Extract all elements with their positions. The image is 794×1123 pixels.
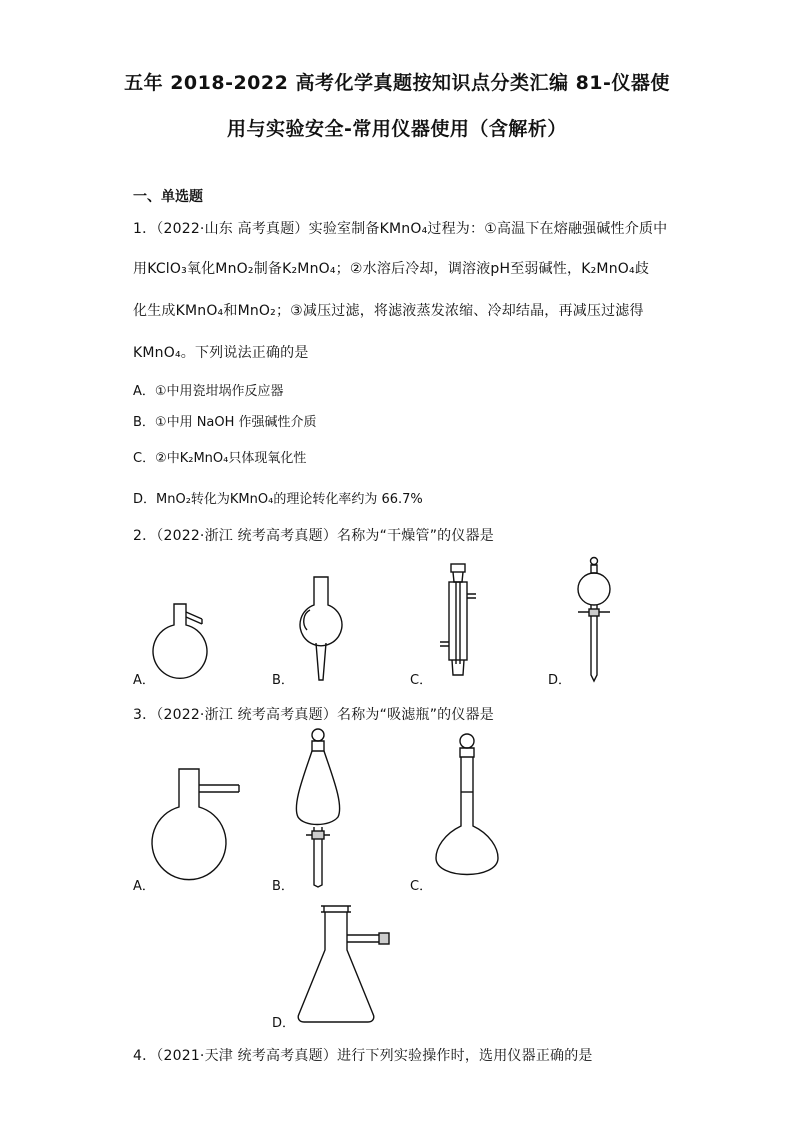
q3-label-c: C．	[410, 879, 433, 894]
q1-option-c: C．②中K₂MnO₄只体现氧化性	[133, 451, 307, 466]
q1-option-b: B．①中用 NaOH 作强碱性介质	[133, 415, 317, 430]
q1-stem-line-3: 化生成KMnO₄和MnO₂；③减压过滤，将滤液蒸发浓缩、冷却结晶，再减压过滤得	[133, 303, 644, 319]
q2-distilling-flask-image	[150, 595, 220, 685]
q4-stem: 4．（2021·天津 统考高考真题）进行下列实验操作时，选用仪器正确的是	[133, 1048, 593, 1064]
page-title-line-2: 用与实验安全-常用仪器使用（含解析）	[227, 118, 567, 140]
q2-label-b: B．	[272, 673, 294, 688]
q2-label-d: D．	[548, 673, 572, 688]
q3-label-d: D．	[272, 1016, 296, 1031]
page-title-line-1: 五年 2018-2022 高考化学真题按知识点分类汇编 81-仪器使	[124, 72, 670, 94]
q1-stem-line-4: KMnO₄。下列说法正确的是	[133, 345, 309, 361]
q3-separatory-funnel-image	[290, 725, 350, 890]
q3-distilling-flask-image	[155, 765, 255, 890]
q2-label-c: C．	[410, 673, 433, 688]
q1-option-a: A．①中用瓷坩埚作反应器	[133, 384, 284, 399]
section-heading: 一、单选题	[133, 189, 203, 205]
q3-stem: 3．（2022·浙江 统考高考真题）名称为“吸滤瓶”的仪器是	[133, 707, 494, 723]
q1-stem-line-2: 用KClO₃氧化MnO₂制备K₂MnO₄；②水溶后冷却，调溶液pH至弱碱性，K₂MnO₄歧	[133, 261, 650, 277]
q2-condenser-image	[430, 560, 490, 685]
q3-label-a: A．	[133, 879, 155, 894]
q2-dropping-funnel-image	[570, 555, 620, 685]
q1-option-d: D．MnO₂转化为KMnO₄的理论转化率约为 66.7%	[133, 492, 423, 507]
q3-suction-flask-image	[295, 900, 400, 1030]
q3-volumetric-flask-image	[430, 730, 510, 890]
q1-stem-line-1: 1．（2022·山东 高考真题）实验室制备KMnO₄过程为：①高温下在熔融强碱性介质中	[133, 221, 668, 237]
q3-label-b: B．	[272, 879, 294, 894]
q2-stem: 2．（2022·浙江 统考高考真题）名称为“干燥管”的仪器是	[133, 528, 494, 544]
q2-label-a: A．	[133, 673, 155, 688]
q2-bulb-drying-tube-image	[290, 575, 350, 685]
